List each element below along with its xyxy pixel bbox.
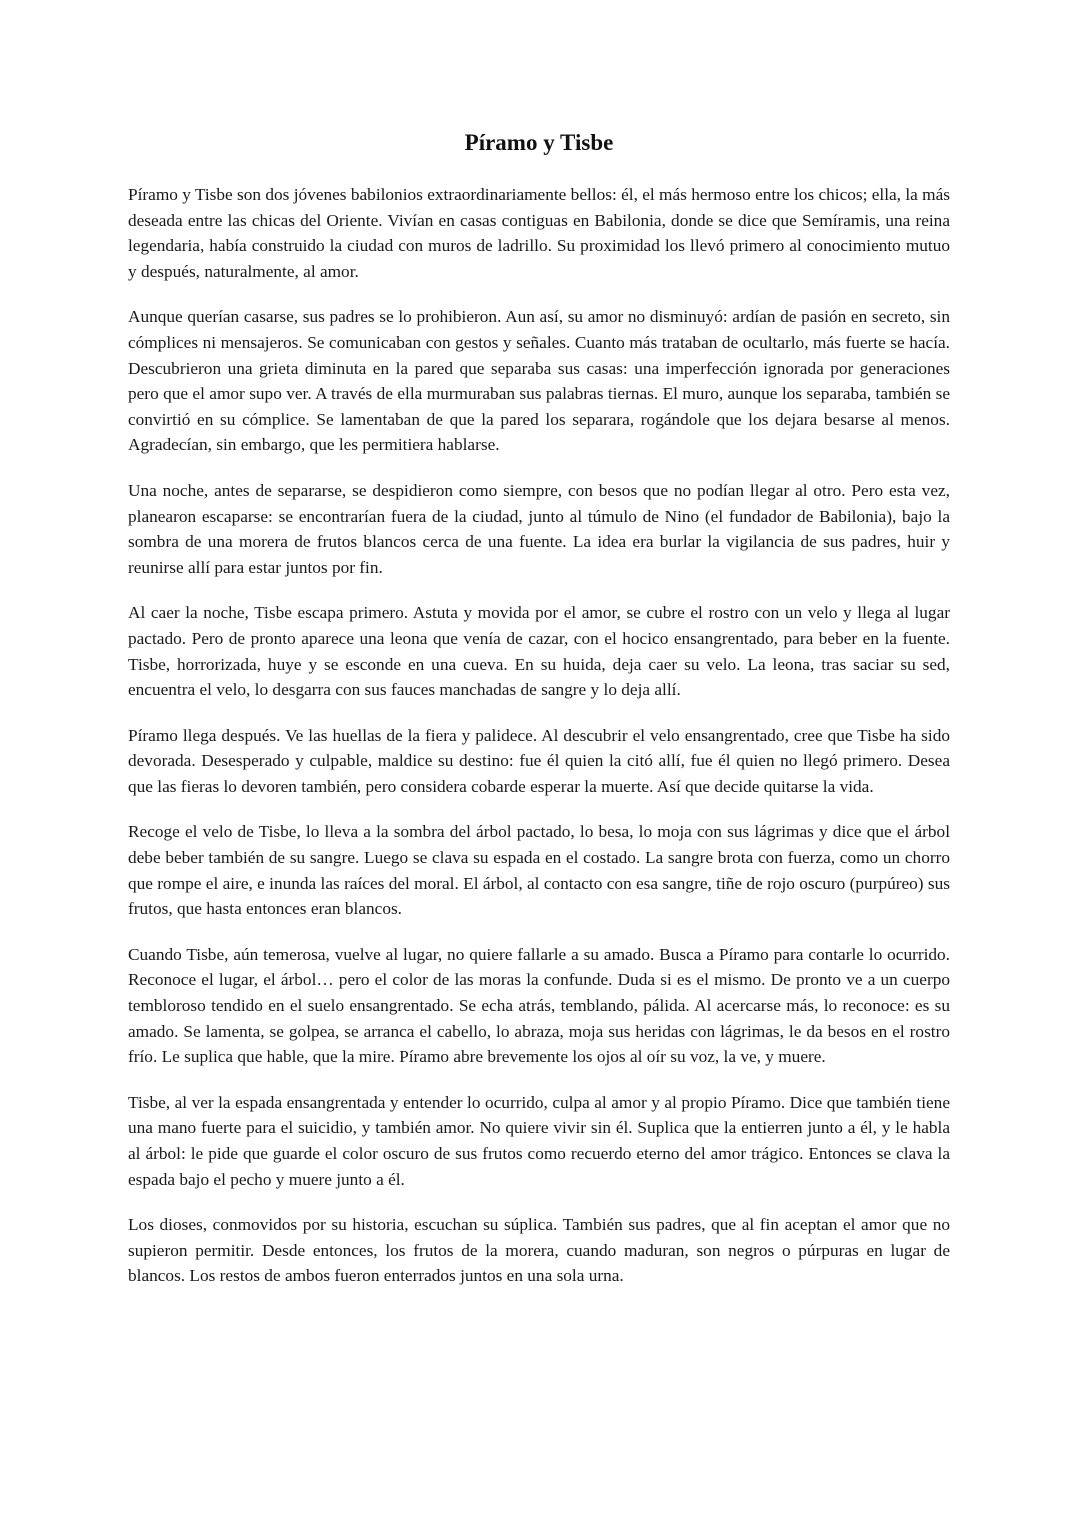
paragraph: Una noche, antes de separarse, se despidieron como siempre, con besos que no podían llegar al otro. Pero esta vez, planearon escaparse: se encontrarían fuera de la ciudad, junto al túmulo de Nino (el fundador de Babilonia), bajo la sombra de una morera de frutos blancos cerca de una fuente. La idea era burlar la vigilancia de sus padres, huir y reunirse allí para estar juntos por fin. [128, 480, 950, 577]
paragraph: Recoge el velo de Tisbe, lo lleva a la sombra del árbol pactado, lo besa, lo moja con sus lágrimas y dice que el árbol debe beber también de su sangre. Luego se clava su espada en el costado. La sangre brota con fuerza, como un chorro que rompe el aire, e inunda las raíces del moral. El árbol, al contacto con esa sangre, tiñe de rojo oscuro (purpúreo) sus frutos, que hasta entonces eran blancos. [128, 822, 950, 919]
paragraph: Los dioses, conmovidos por su historia, escuchan su súplica. También sus padres, que al fin aceptan el amor que no supieron permitir. Desde entonces, los frutos de la morera, cuando maduran, son negros o púrpuras en lugar de blancos. Los restos de ambos fueron enterrados juntos en una sola urna. [128, 1215, 950, 1286]
paragraph: Píramo y Tisbe son dos jóvenes babilonios extraordinariamente bellos: él, el más hermoso entre los chicos; ella, la más deseada entre las chicas del Oriente. Vivían en casas contiguas en Babilonia, donde se dice que Semíramis, una reina legendaria, había construido la ciudad con muros de ladrillo. Su proximidad los llevó primero al conocimiento mutuo y después, naturalmente, al amor. [128, 185, 950, 281]
paragraph: Píramo llega después. Ve las huellas de la fiera y palidece. Al descubrir el velo ensangrentado, cree que Tisbe ha sido devorada. Desesperado y culpable, maldice su destino: fue él quien la citó allí, fue él quien no llegó primero. Desea que las fieras lo devoren también, pero considera cobarde esperar la muerte. Así que decide quitarse la vida. [128, 725, 950, 796]
page-title: Píramo y Tisbe [464, 130, 614, 155]
paragraph: Cuando Tisbe, aún temerosa, vuelve al lugar, no quiere fallarle a su amado. Busca a Píramo para contarle lo ocurrido. Reconoce el lugar, el árbol… pero el color de las moras la confunde. Duda si es el mismo. De pronto ve a un cuerpo tembloroso tendido en el suelo ensangrentado. Se echa atrás, temblando, pálida. Al acercarse más, lo reconoce: es su amado. Se lamenta, se golpea, se arranca el cabello, lo abraza, moja sus heridas con lágrimas, le da besos en el rostro frío. Le suplica que hable, que la mire. Píramo abre brevemente los ojos al oír su voz, la ve, y muere. [128, 944, 950, 1067]
paragraph: Aunque querían casarse, sus padres se lo prohibieron. Aun así, su amor no disminuyó: ardían de pasión en secreto, sin cómplices ni mensajeros. Se comunicaban con gestos y señales. Cuanto más trataban de ocultarlo, más fuerte se hacía. Descubrieron una grieta diminuta en la pared que separaba sus casas: una imperfección ignorada por generaciones pero que el amor supo ver. A través de ella murmuraban sus palabras tiernas. El muro, aunque los separaba, también se convirtió en su cómplice. Se lamentaban de que la pared los separara, rogándole que los dejara besarse al menos. Agradecían, sin embargo, que les permitiera hablarse. [128, 307, 950, 455]
paragraph: Tisbe, al ver la espada ensangrentada y entender lo ocurrido, culpa al amor y al propio Píramo. Dice que también tiene una mano fuerte para el suicidio, y también amor. No quiere vivir sin él. Suplica que la entierren junto a él, y le habla al árbol: le pide que guarde el color oscuro de sus frutos como recuerdo eterno del amor trágico. Entonces se clava la espada bajo el pecho y muere junto a él. [128, 1092, 950, 1189]
paragraph: Al caer la noche, Tisbe escapa primero. Astuta y movida por el amor, se cubre el rostro con un velo y llega al lugar pactado. Pero de pronto aparece una leona que venía de cazar, con el hocico ensangrentado, para beber en la fuente. Tisbe, horrorizada, huye y se esconde en una cueva. En su huida, deja caer su velo. La leona, tras saciar su sed, encuentra el velo, lo desgarra con sus fauces manchadas de sangre y lo deja allí. [128, 603, 950, 700]
document-body [128, 126, 950, 1309]
